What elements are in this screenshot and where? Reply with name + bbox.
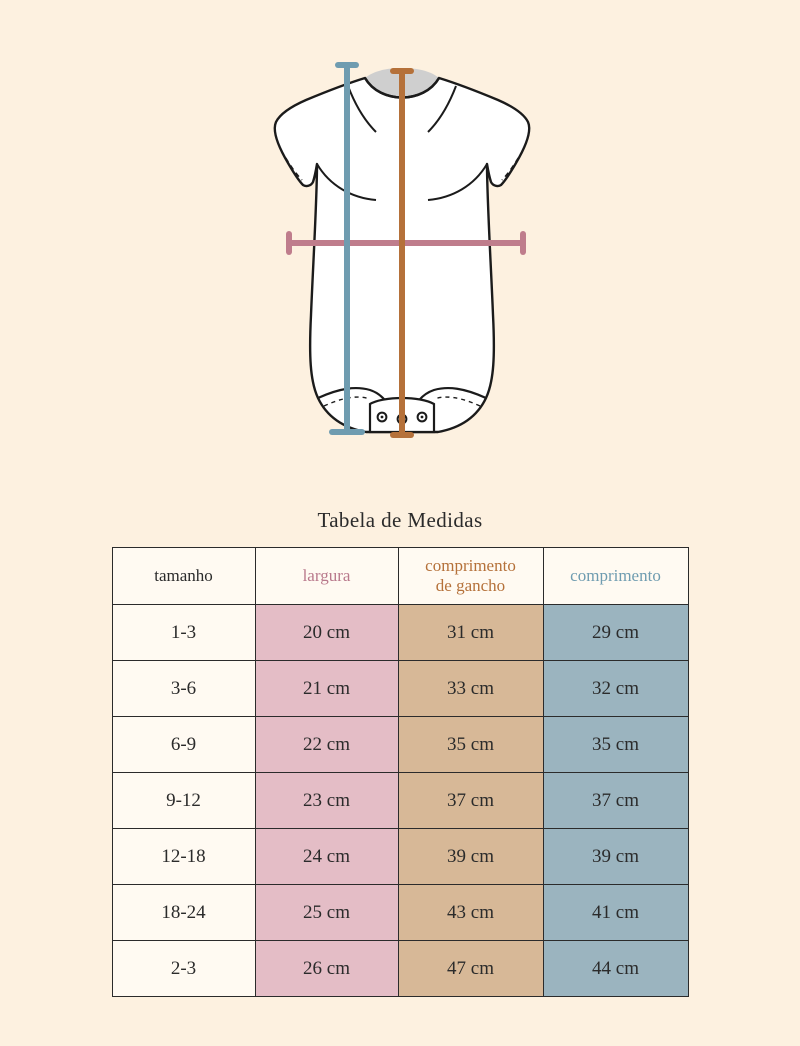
cell-width: 23 cm — [255, 773, 398, 829]
cell-length: 29 cm — [543, 605, 688, 661]
cell-crotch: 37 cm — [398, 773, 543, 829]
cell-size: 12-18 — [112, 829, 255, 885]
cell-width: 25 cm — [255, 885, 398, 941]
cell-crotch: 31 cm — [398, 605, 543, 661]
cell-width: 21 cm — [255, 661, 398, 717]
table-header — [112, 548, 688, 605]
cell-size: 9-12 — [112, 773, 255, 829]
cell-length: 35 cm — [543, 717, 688, 773]
size-table — [112, 547, 689, 997]
header-width: largura — [255, 548, 398, 605]
cell-length: 37 cm — [543, 773, 688, 829]
table-body — [112, 605, 688, 997]
cell-length: 44 cm — [543, 941, 688, 997]
page-title: Tabela de Medidas — [317, 508, 483, 532]
table-row — [112, 941, 688, 997]
bodysuit-illustration — [0, 0, 800, 500]
header-crotch-length — [398, 548, 543, 605]
table-row — [112, 829, 688, 885]
table-row — [112, 885, 688, 941]
cell-length: 39 cm — [543, 829, 688, 885]
table-header-row — [112, 548, 688, 605]
cell-width: 22 cm — [255, 717, 398, 773]
table-row — [112, 773, 688, 829]
cell-crotch: 39 cm — [398, 829, 543, 885]
cell-width: 24 cm — [255, 829, 398, 885]
table-row — [112, 605, 688, 661]
cell-crotch: 43 cm — [398, 885, 543, 941]
cell-crotch: 47 cm — [398, 941, 543, 997]
cell-size: 3-6 — [112, 661, 255, 717]
cell-size: 1-3 — [112, 605, 255, 661]
cell-width: 26 cm — [255, 941, 398, 997]
cell-length: 41 cm — [543, 885, 688, 941]
cell-size: 6-9 — [112, 717, 255, 773]
table-row — [112, 661, 688, 717]
header-size: tamanho — [112, 548, 255, 605]
measurements-section — [0, 508, 800, 997]
cell-crotch: 33 cm — [398, 661, 543, 717]
cell-length: 32 cm — [543, 661, 688, 717]
header-length: comprimento — [543, 548, 688, 605]
snap-right-center-icon — [421, 416, 424, 419]
cell-size: 18-24 — [112, 885, 255, 941]
cell-size: 2-3 — [112, 941, 255, 997]
table-row — [112, 717, 688, 773]
header-crotch-line2: de gancho — [435, 576, 506, 595]
snap-left-center-icon — [381, 416, 384, 419]
header-crotch-line1: comprimento — [425, 556, 516, 576]
cell-width: 20 cm — [255, 605, 398, 661]
garment-diagram — [0, 0, 800, 500]
cell-crotch: 35 cm — [398, 717, 543, 773]
